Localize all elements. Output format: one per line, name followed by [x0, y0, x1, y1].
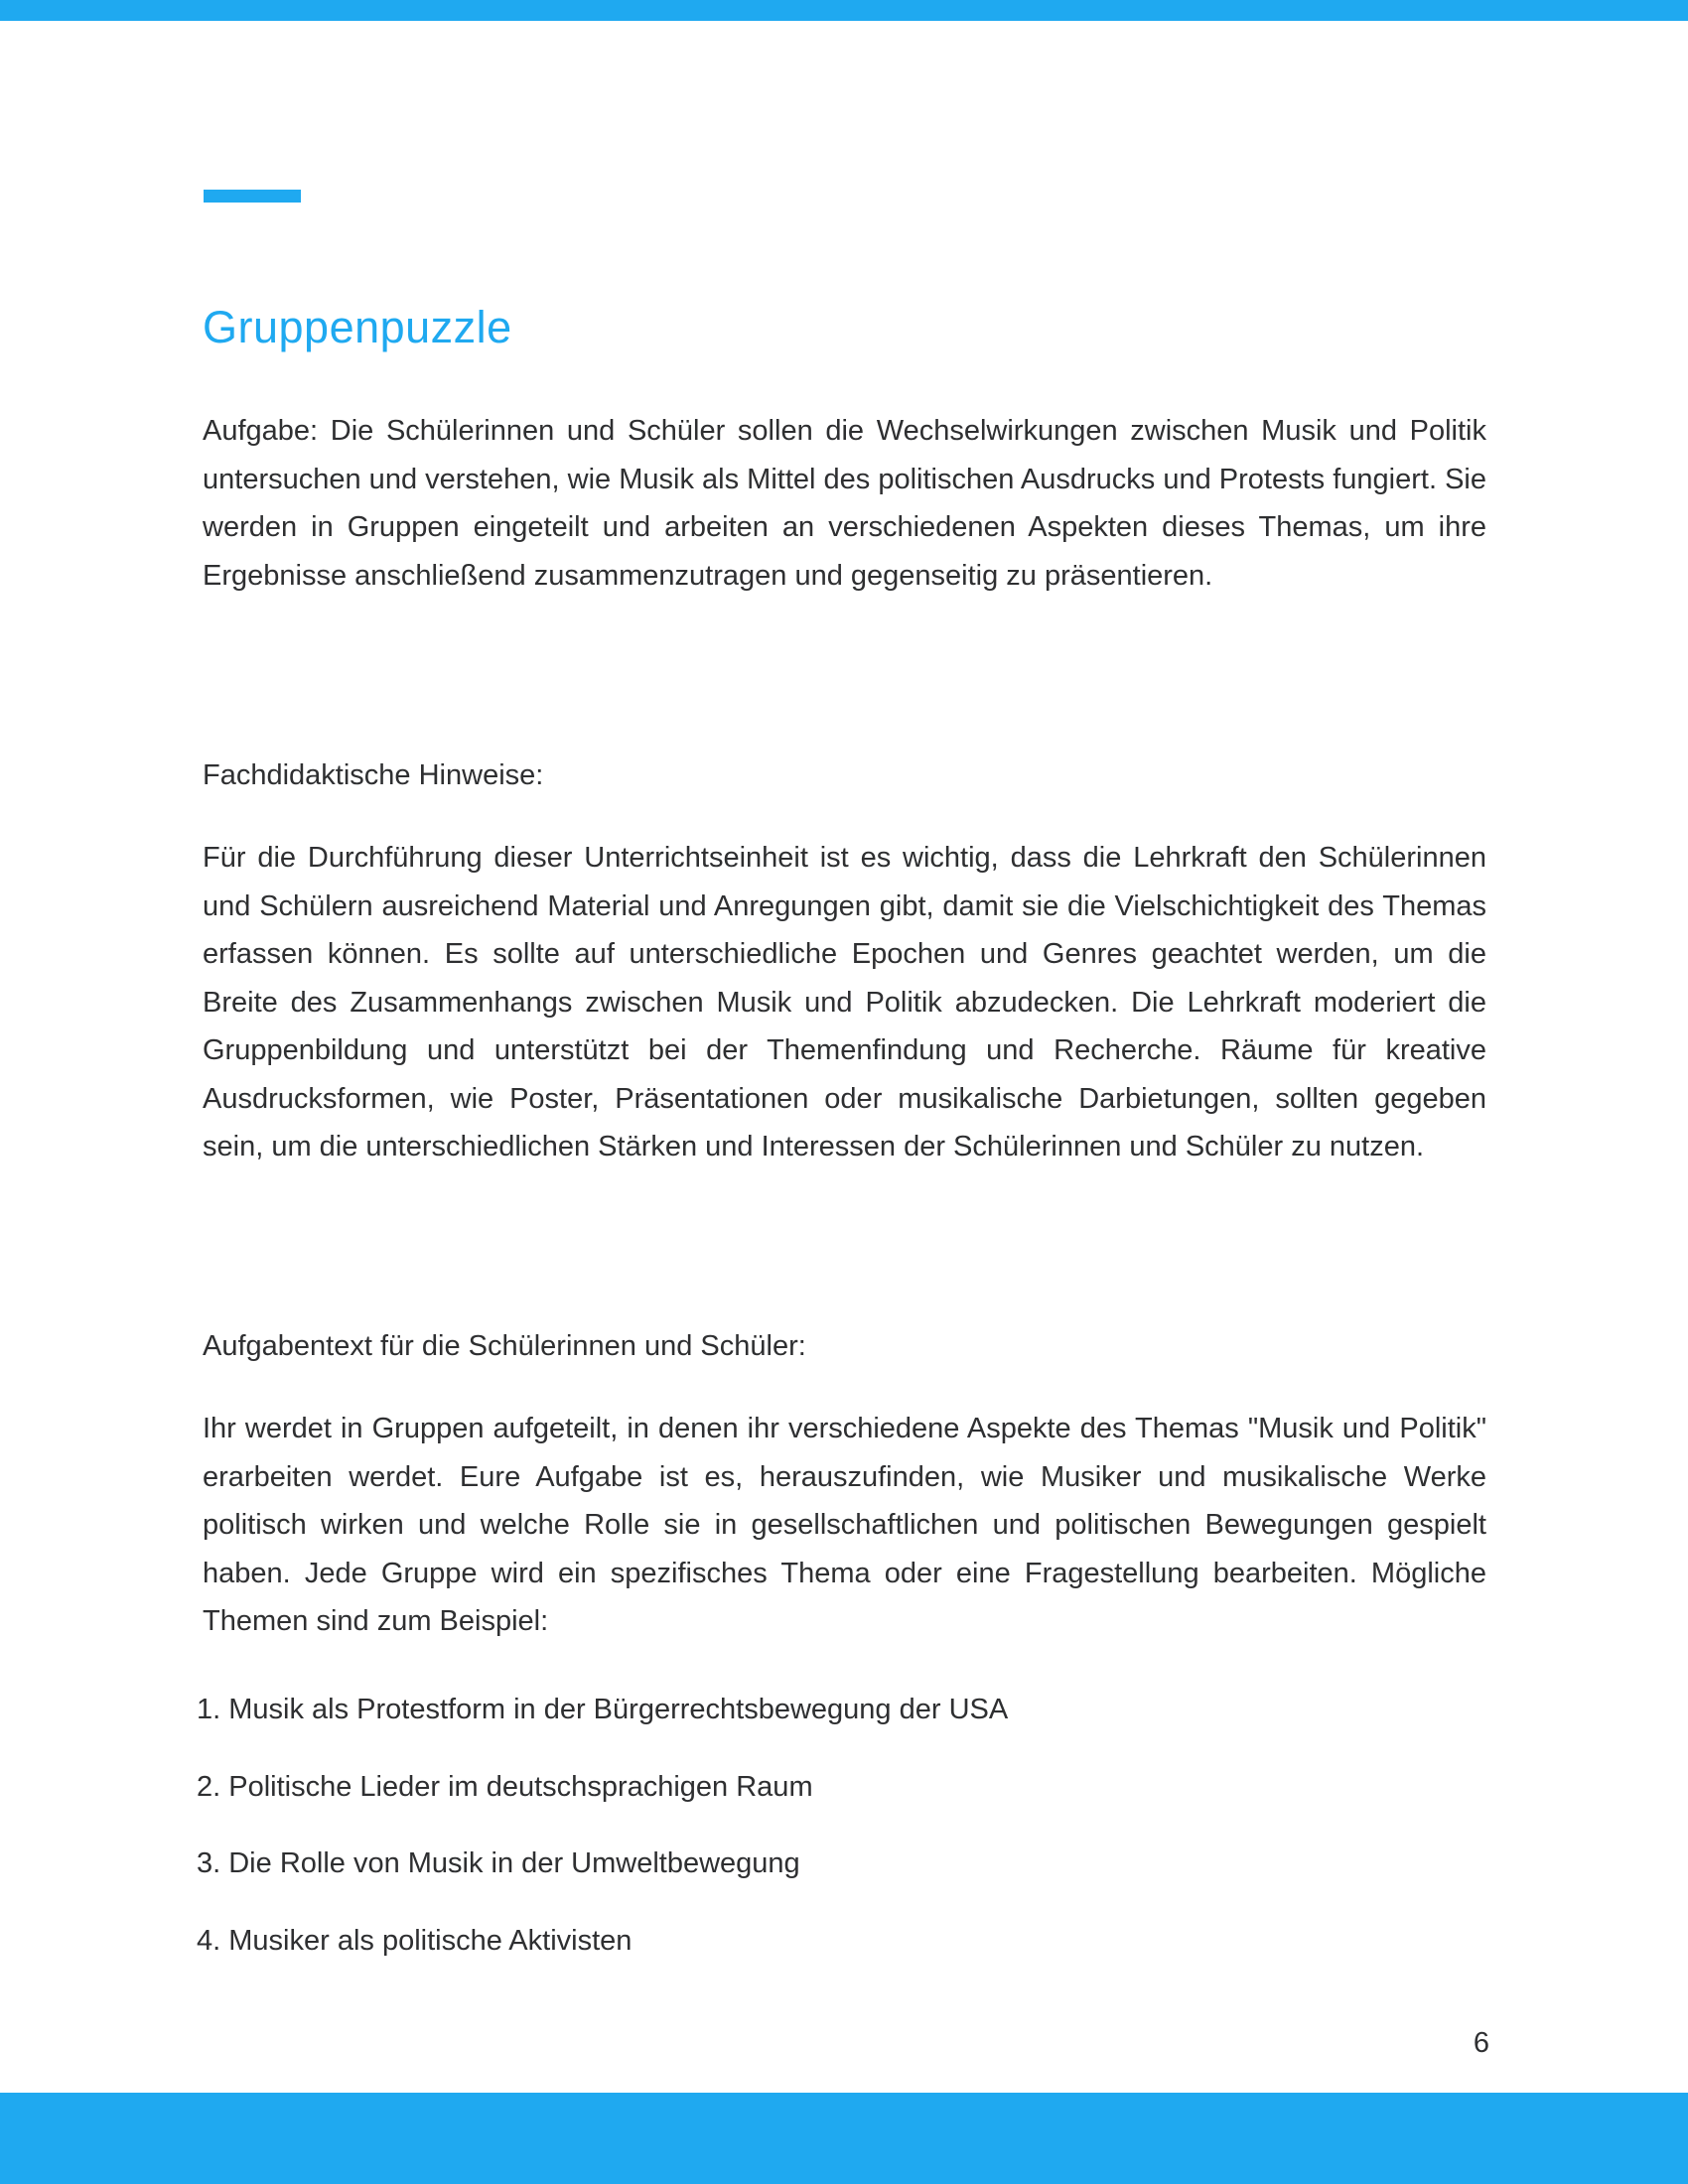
section-heading-fachdidaktische-hinweise: Fachdidaktische Hinweise: [203, 759, 544, 791]
intro-paragraph: Aufgabe: Die Schülerinnen und Schüler sollen die Wechselwirkungen zwischen Musik und Politik untersuchen und verstehen, wie Musik als Mittel des politischen Ausdrucks und Protests fungiert. Sie werden in Gruppen eingeteilt und arbeiten an verschiedenen Aspekten dieses Themas, um ihre Ergebnisse anschließend zusammenzutragen und gegenseitig zu präsentieren. [203, 415, 1486, 592]
topic-list-item-2: 2. Politische Lieder im deutschsprachigen Raum [197, 1770, 813, 1803]
header-bar [0, 0, 1688, 21]
topic-list [197, 1686, 1487, 1993]
section-heading-aufgabentext: Aufgabentext für die Schülerinnen und Schüler: [203, 1330, 806, 1362]
title-accent-mark [204, 190, 301, 203]
page-number: 6 [1473, 2027, 1489, 2059]
topic-list-item-3: 3. Die Rolle von Musik in der Umweltbewegung [197, 1847, 800, 1879]
topic-list-item-1: 1. Musik als Protestform in der Bürgerrechtsbewegung der USA [197, 1694, 1009, 1725]
footer-bar [0, 2093, 1688, 2184]
page-title: Gruppenpuzzle [203, 302, 512, 352]
fachdidaktische-hinweise-paragraph: Für die Durchführung dieser Unterrichtseinheit ist es wichtig, dass die Lehrkraft den Schülerinnen und Schülern ausreichend Material und Anregungen gibt, damit sie die Vielschichtigkeit des Themas erfassen können. Es sollte auf unterschiedliche Epochen und Genres geachtet werden, um die Breite des Zusammenhangs zwischen Musik und Politik abzudecken. Die Lehrkraft moderiert die Gruppenbildung und unterstützt bei der Themenfindung und Recherche. Räume für kreative Ausdrucksformen, wie Poster, Präsentationen oder musikalische Darbietungen, sollten gegeben sein, um die unterschiedlichen Stärken und Interessen der Schülerinnen und Schüler zu nutzen. [203, 842, 1486, 1162]
aufgabentext-paragraph: Ihr werdet in Gruppen aufgeteilt, in denen ihr verschiedene Aspekte des Themas "Musik und Politik" erarbeiten werdet. Eure Aufgabe ist es, herauszufinden, wie Musiker und musikalische Werke politisch wirken und welche Rolle sie in gesellschaftlichen und politischen Bewegungen gespielt haben. Jede Gruppe wird ein spezifisches Thema oder eine Fragestellung bearbeiten. Mögliche Themen sind zum Beispiel: [203, 1413, 1486, 1637]
topic-list-item-4: 4. Musiker als politische Aktivisten [197, 1924, 633, 1957]
